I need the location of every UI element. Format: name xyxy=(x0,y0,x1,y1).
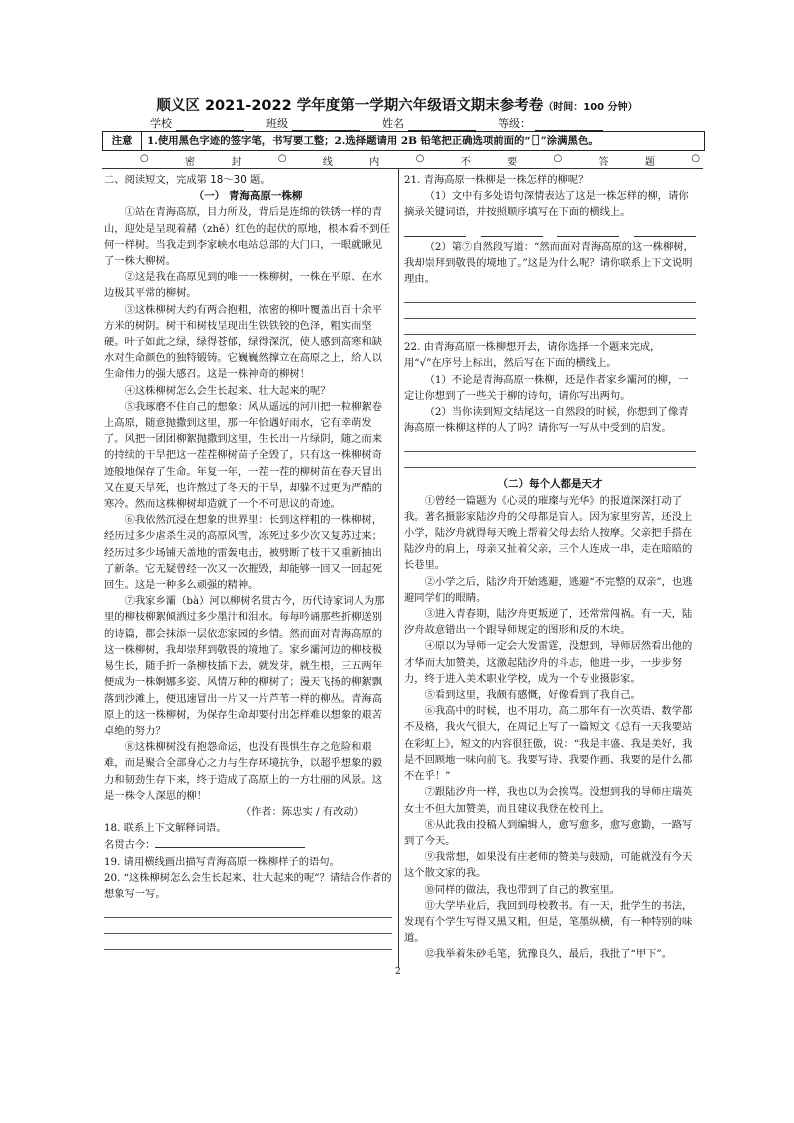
passage2-para: ②小学之后，陆汐舟开始逃避，逃避“不完整的双亲”，也逃避同学们的眼睛。 xyxy=(404,575,693,604)
header-divider xyxy=(102,168,703,169)
passage1-para: ②这是我在高原见到的唯一一株柳树，一株在平原、在水边极其平常的柳树。 xyxy=(104,271,383,300)
answer-blank[interactable] xyxy=(404,223,466,237)
answer-line[interactable] xyxy=(404,287,696,303)
passage2-para: ⑫我举着朱砂毛笔，犹豫良久，最后，我批了“甲下”。 xyxy=(424,948,672,961)
notice-box xyxy=(102,131,705,151)
question-22: 22. 由青海高原一株柳想开去，请你选择一个题来完成，用“√”在序号上标出，然后写在下面的横线上。 xyxy=(404,341,661,370)
passage1-para: ⑦我家乡灞（bà）河以柳树名贯古今，历代诗家词人为那里的柳枝柳絮倾洒过多少墨汁和泪水。每每吟诵那些折柳送别的诗篇，都会抹添一层依恋家园的乡情。然而面对青海高原的这一株柳树，我却崇拜到敬畏的境地了。家乡灞河边的柳枝极易生长，随手折一条柳枝插下去，就发芽，就生根，三五两年便成为一株婀娜多姿、风情万种的柳树了；漫天飞扬的柳絮飘落到沙滩上，便迅速冒出一片又一片芦苇一样的柳丛。青海高原上的这一株柳树，为保存生命却要付出怎样难以想象的艰苦卓绝的努力？ xyxy=(104,595,385,737)
passage1-para: ⑧这株柳树没有抱怨命运，也没有畏惧生存之危险和艰难，而是聚合全部身心之力与生存环境抗争，以超乎想象的毅力和韧劲生存下来，终于造成了高原上的一方壮丽的风景。这是一株令人深思的柳！ xyxy=(104,741,383,802)
answer-line[interactable] xyxy=(404,452,696,468)
question-21: 21. 青海高原一株柳是一株怎样的柳呢？ xyxy=(404,174,589,186)
grade-field[interactable]: 等级： xyxy=(498,115,603,131)
passage2-para: ⑩同样的做法，我也带到了自己的教室里。 xyxy=(424,883,621,896)
answer-line[interactable] xyxy=(404,303,696,319)
passage2-title: （二）每个人都是天才 xyxy=(497,478,603,491)
question-22-2: （2）当你读到短文结尾这一自然段的时候，你想到了像青海高原一株柳这样的人了吗？请你写一写从中受到的启发。 xyxy=(404,406,689,435)
answer-blank[interactable] xyxy=(155,836,305,848)
answer-blank[interactable] xyxy=(481,223,543,237)
answer-line[interactable] xyxy=(104,918,392,934)
exam-title: 顺义区 2021-2022 学年度第一学期六年级语文期末参考卷（时间：100 分钟） xyxy=(156,98,638,114)
answer-line[interactable] xyxy=(104,934,392,950)
question-22-1: （1）不论是青海高原一株柳，还是作者家乡灞河的柳，一定让你想到了一些关于柳的诗句，请你写出两句。 xyxy=(404,373,689,402)
passage1-para: ⑤我琢磨不住自己的想象：风从遥远的河川把一粒柳絮卷上高原，随意抛撒到这里，那一年恰遇好雨水，它有幸萌发了。风把一团团柳絮抛撒到这里，生长出一片绿阴，随之而来的持续的干旱把这一茬茬柳树苗子全毁了，只有这一株柳树奇迹般地保存了生命。年复一年，一茬一茬的柳树苗在春天冒出又在夏天旱死，也许熬过了冬天的干旱，却躲不过更为严酷的寒冷。然而这株柳树却造就了一个不可思议的奇迹。 xyxy=(104,400,383,511)
passage2-para: ④原以为导师一定会大发雷霆，没想到，导师居然看出他的才华而大加赞美，这激起陆汐舟的斗志，他进一步，一步步努力，终于进入美术职业学校，成为一个专业摄影家。 xyxy=(404,640,693,685)
passage2-para: ⑪大学毕业后，我回到母校教书。有一天，批学生的书法，发现有个学生写得又黑又粗，但是，笔墨纵横，有一种特别的味道。 xyxy=(404,899,693,945)
passage2-para: ⑤看到这里，我颇有感慨，好像看到了我自己。 xyxy=(424,689,641,702)
answer-line[interactable] xyxy=(404,319,696,335)
page-number: 2 xyxy=(395,967,401,977)
section-heading: 二、阅读短文，完成第 18～30 题。 xyxy=(104,174,271,186)
answer-line[interactable] xyxy=(404,436,696,452)
passage2-para: ③进入青春期，陆汐舟更叛逆了，还常常闯祸。有一天，陆汐舟故意错出一个跟导师规定的图形和反的木块。 xyxy=(404,608,693,637)
question-19: 19. 请用横线画出描写青海高原一株柳样子的语句。 xyxy=(104,855,340,868)
question-18-term: 名贯古今： xyxy=(104,836,392,853)
right-column xyxy=(404,172,696,963)
passage1-para: ③这株柳树大约有两合抱粗，浓密的柳叶覆盖出百十余平方米的树阴。树干和树枝呈现出生铁铁铰的色泽，粗实而坚硬。叶子如此之绿，绿得苍郁，绿得深沉，使人感到高寒和缺水对生命颜色的独特锻铸。它巍巍然撑立在高原之上，给人以生命伟力的强大感召。这是一株神奇的柳树！ xyxy=(104,303,383,381)
school-field[interactable]: 学校 xyxy=(150,115,244,131)
passage1-para: ④这株柳树怎么会生长起来、壮大起来的呢？ xyxy=(124,384,331,397)
passage1-title: （一） 青海高原一株柳 xyxy=(193,190,303,203)
passage1-para: ①站在青海高原，目力所及，背后是连绵的铁锈一样的青山，迎处是呈现着赭（zhě）红色的起伏的原地，根本看不到任何一样树。当我走到李家峡水电站总部的大门口，一眼就瞅见了一株大柳树。 xyxy=(104,206,390,268)
answer-blank[interactable] xyxy=(557,223,619,237)
student-info-row xyxy=(150,115,710,131)
answer-blank[interactable] xyxy=(634,223,696,237)
question-20: 20. “这株柳树怎么会生长起来、壮大起来的呢”？请结合作者的想象写一写。 xyxy=(104,871,392,900)
seal-line: ○ 密 封 ○ 线 内 ○ 不 要 ○ 答 题 ○ xyxy=(140,153,700,168)
class-field[interactable]: 班级 xyxy=(266,115,360,131)
question-21-1: （1）文中有多处语句深情表达了这是一株怎样的柳，请你摘录关键词语，并按照顺序填写在下面的横线上。 xyxy=(404,190,689,219)
column-divider xyxy=(398,168,399,968)
notice-label: 注意 xyxy=(103,132,142,150)
passage2-para: ⑦跟陆汐舟一样，我也以为会挨骂。没想到我的导师庄瑞英女士不但大加赞美，而且建议我登在校刊上。 xyxy=(404,786,693,815)
question-21-2: （2）第⑦自然段写道：“然而面对青海高原的这一株柳树，我却崇拜到敬畏的境地了。”这是为什么呢？请你联系上下文说明理由。 xyxy=(404,240,694,286)
passage2-para: ①曾经一篇题为《心灵的璀璨与光华》的报道深深打动了我。著名摄影家陆汐舟的父母都是盲人。因为家里穷苦，还没上小学，陆汐舟就得每天晚上帮着父母去给人按摩。父亲把手搭在陆汐舟的肩上，母亲又扯着父亲，三个人连成一串，走在暗暗的长巷里。 xyxy=(404,494,693,572)
passage1-author: （作者：陈忠实 / 有改动） xyxy=(240,805,364,818)
left-column xyxy=(104,172,392,950)
passage2-para: ⑧从此我由投稿人到编辑人，愈写愈多，愈写愈勤，一路写到了今天。 xyxy=(404,818,693,847)
answer-line[interactable] xyxy=(104,902,392,918)
passage2-para: ⑨我常想，如果没有庄老师的赞美与鼓励，可能就没有今天这个散文家的我。 xyxy=(404,851,693,880)
notice-text: 1.使用黑色字迹的签字笔，书写要工整；2.选择题请用 2B 铅笔把正确选项前面的“［］”涂满黑色。 xyxy=(147,135,599,147)
answer-blanks-row xyxy=(404,223,696,237)
passage2-para: ⑥我高中的时候，也不用功，高二那年有一次英语、数学都不及格，我火气很大，在周记上写了一篇短文《总有一天我要站在彩虹上》，短文的内容很狂傲，说：“我是丰盛、我是美好，我是不回顾地一味向前飞。我要写诗、我要作画、我要的是什么都不在乎！” xyxy=(404,705,693,783)
passage1-para: ⑥我依然沉浸在想象的世界里：长到这样粗的一株柳树，经历过多少虐杀生灵的高原风雪，冻死过多少次又复苏过来；经历过多少场铺天盖地的雷轰电击，被劈断了枝干又重新抽出了新条。它无疑曾经一次又一次摧毁，却能够一回又一回起死回生。这是一种多么顽强的精神。 xyxy=(104,514,383,592)
question-18: 18. 联系上下文解释词语。 xyxy=(104,822,227,835)
name-field[interactable]: 姓名 xyxy=(382,115,476,131)
